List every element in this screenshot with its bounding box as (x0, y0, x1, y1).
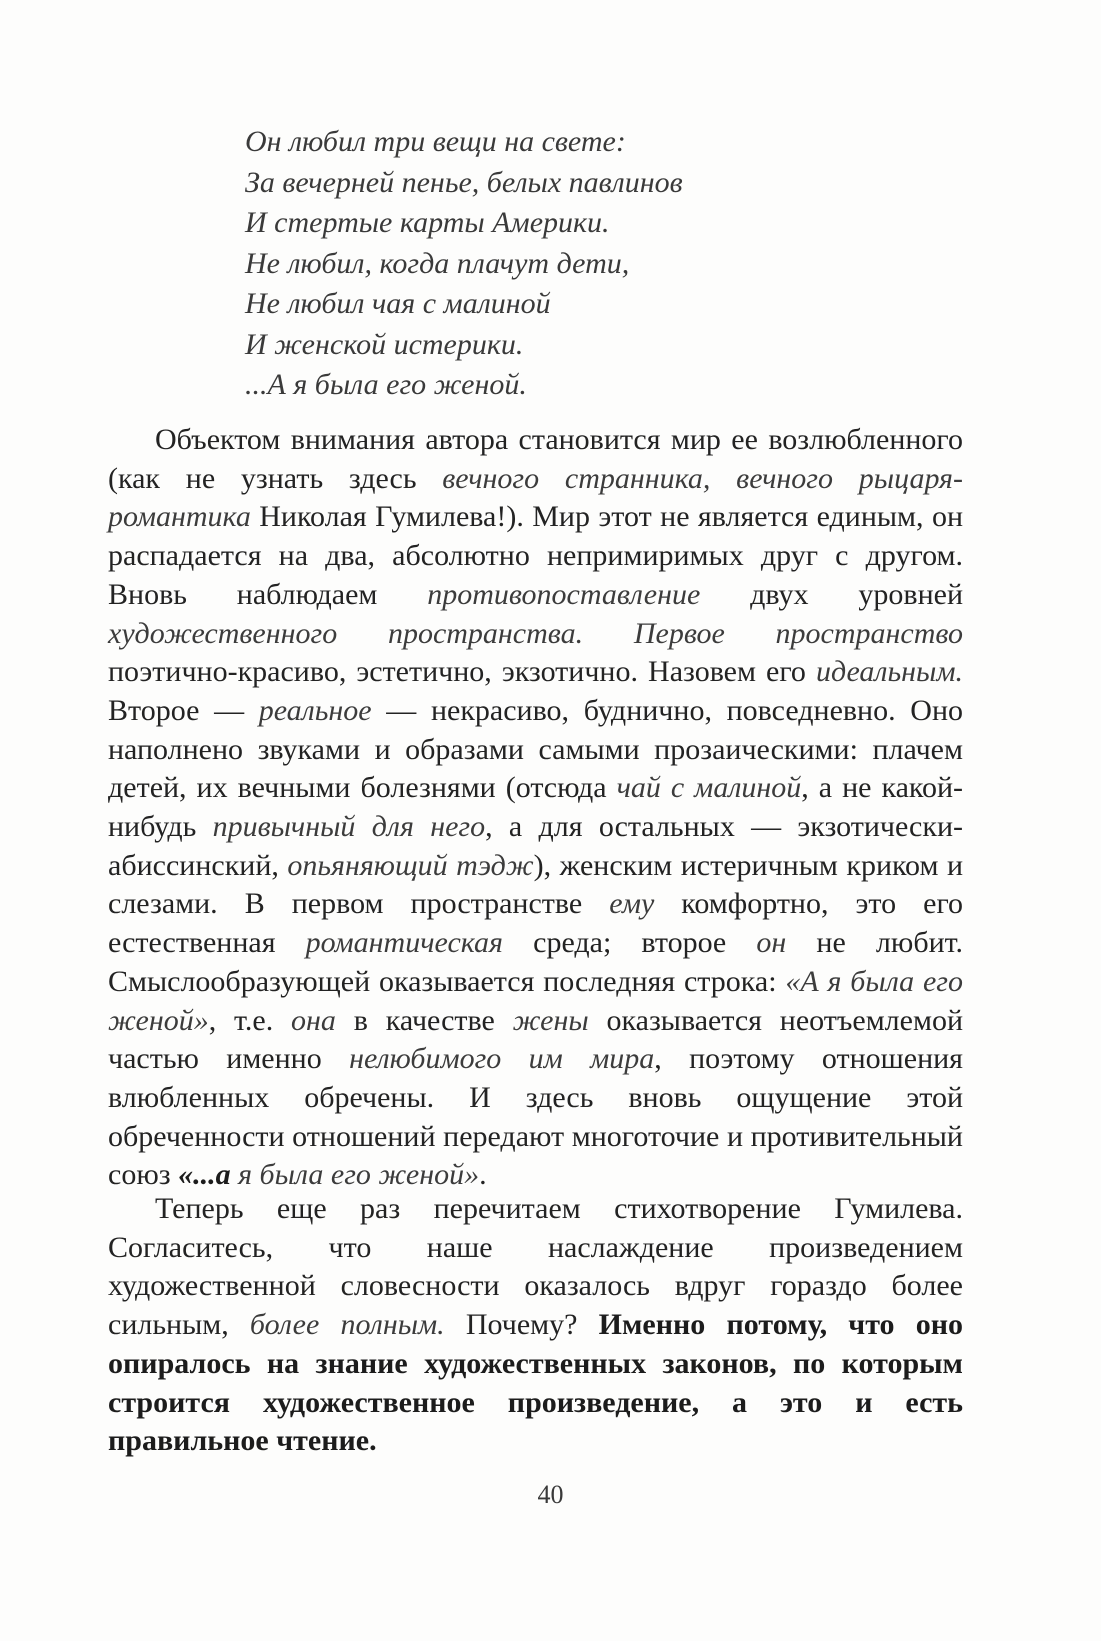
text-run: среда; второе (503, 926, 757, 960)
text-run: оказывается неотъемлемой частью именно (108, 1003, 963, 1076)
text-run: . (479, 1158, 487, 1192)
analysis-paragraph-1 (108, 421, 963, 1195)
italic-run: реальное (258, 693, 372, 727)
text-run: комфортно, это его естественная (108, 887, 964, 960)
text-run: Почему? (444, 1308, 599, 1342)
text-run: не любит. Смыслообразующей оказывается последняя строка: (108, 926, 963, 998)
text-run: Второе — (108, 693, 259, 727)
italic-run: я была его женой» (230, 1158, 480, 1192)
text-run: , т.е. (208, 1003, 292, 1037)
italic-run: опьяняющий тэдж (287, 848, 534, 882)
italic-run: он (756, 926, 787, 960)
bold-run: Именно потому, что оно опиралось на знание художественных законов, по которым строится художественное произведение, а это и есть правильное чтение. (108, 1308, 964, 1458)
italic-run: ему (609, 887, 655, 921)
text-run: , а не какой-нибудь (108, 771, 963, 844)
text-run: , поэтому отношения влюбленных обречены. И здесь вновь ощущение этой обреченности отношений передают многоточие и противительный союз (108, 1042, 963, 1192)
text-run: двух уровней (700, 577, 963, 611)
poem-line: ...А я была его женой. (245, 368, 527, 401)
text-run: Теперь еще раз перечитаем стихотворение Гумилева. Согласитесь, что наше наслаждение произведением художественной словесности оказалось вдруг гораздо более сильным, (108, 1192, 963, 1342)
text-run: Николая Гумилева!). Мир этот не является единым, он распадается на два, абсолютно непримиримых друг с другом. Вновь наблюдаем (108, 500, 963, 611)
analysis-paragraph-2-block (108, 1190, 963, 1461)
text-run: в качестве (335, 1003, 513, 1037)
italic-run: более полным. (249, 1308, 445, 1342)
poem-line: И женской истерики. (245, 327, 524, 361)
text-run: — некрасиво, буднично, повседневно. Оно наполнено звуками и образами самыми прозаическими: плачем детей, их вечными болезнями (отсюда (108, 693, 964, 805)
italic-run: художественного пространства. Первое пространство (108, 616, 963, 650)
italic-run: противопоставление (427, 577, 701, 611)
italic-run: «А я была его женой» (108, 964, 963, 1037)
italic-run: идеальным. (815, 655, 963, 689)
italic-run: чай с малиной (616, 771, 802, 805)
text-run: ), женским истеричным криком и слезами. В первом пространстве (108, 848, 963, 921)
poem-line: Не любил, когда плачут дети, (245, 246, 630, 280)
analysis-paragraph-1-block (108, 421, 963, 1195)
text-run: Объектом внимания автора становится мир ее возлюбленного (как не узнать здесь (108, 423, 963, 495)
italic-run: романтическая (305, 926, 503, 960)
italic-run: вечного странника, вечного рыцаря-романтика (108, 461, 963, 534)
poem-line: И стертые карты Америки. (245, 206, 610, 239)
italic-run: нелюбимого им мира (349, 1042, 655, 1076)
poem-line: Он любил три вещи на свете: (245, 125, 626, 158)
poem-line: За вечерней пенье, белых павлинов (245, 165, 683, 199)
analysis-paragraph-2 (108, 1190, 963, 1461)
text-run: поэтично-красиво, эстетично, экзотично. Назовем его (108, 655, 816, 689)
text-run: , а для остальных — экзотически-абиссинский, (108, 810, 963, 882)
poem-epigraph (245, 122, 865, 406)
bold-italic-run: «...а (178, 1158, 231, 1192)
poem-line: Не любил чая с малиной (245, 287, 551, 320)
italic-run: она (291, 1003, 336, 1037)
italic-run: привычный для него (212, 810, 486, 844)
page-number: 40 (537, 1480, 564, 1509)
italic-run: жены (512, 1003, 589, 1037)
